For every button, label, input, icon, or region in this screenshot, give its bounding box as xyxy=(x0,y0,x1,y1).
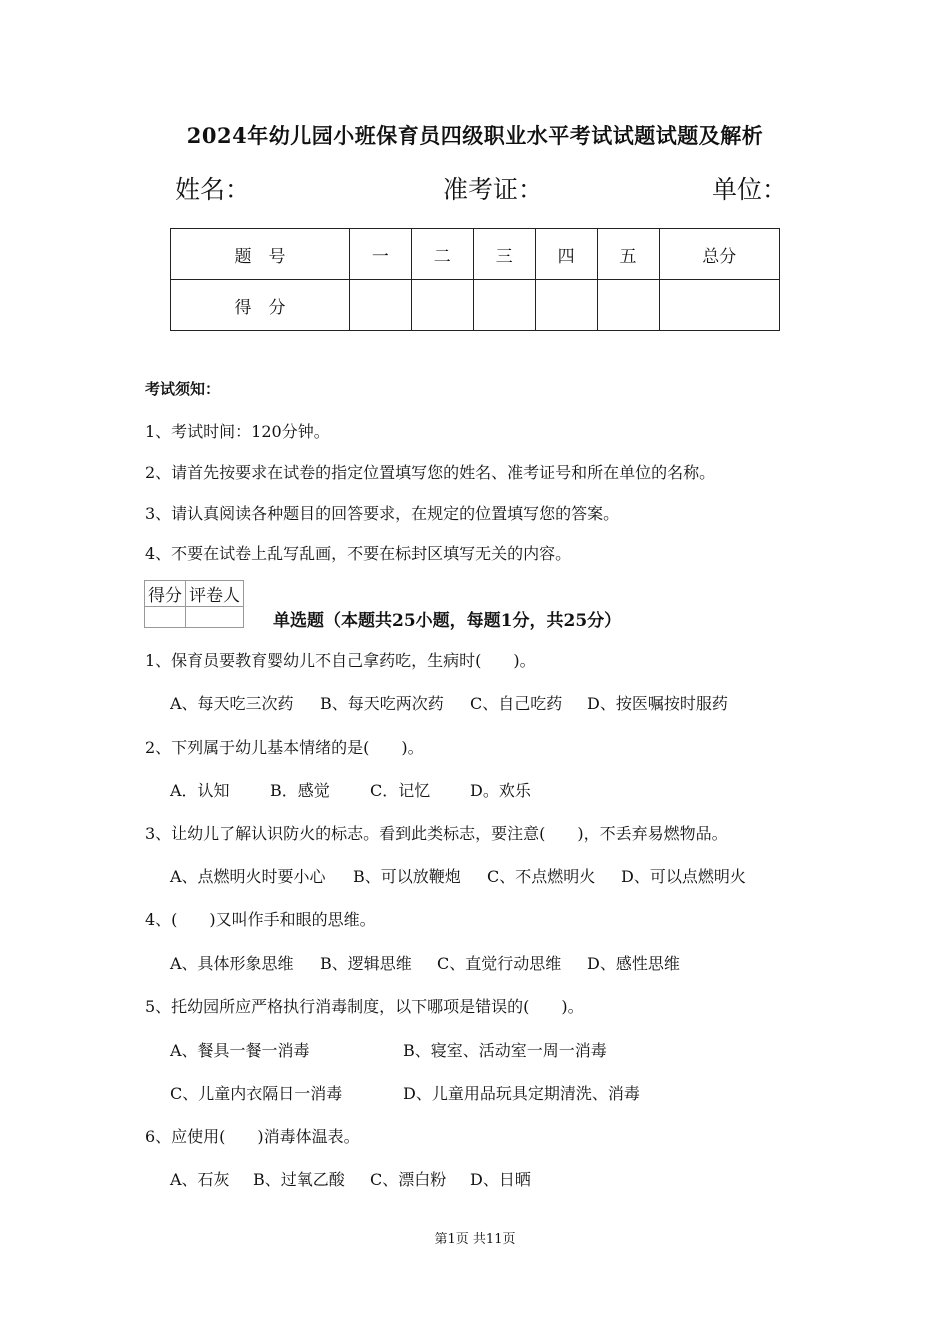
question-option[interactable]: B、每天吃两次药 xyxy=(320,694,444,713)
question-option[interactable]: A、餐具一餐一消毒 xyxy=(170,1041,310,1060)
question-stem: 2、下列属于幼儿基本情绪的是( )。 xyxy=(145,738,424,757)
question-option[interactable]: C、儿童内衣隔日一消毒 xyxy=(170,1084,343,1103)
score-table-header-row xyxy=(171,229,780,280)
score-table-cell: 五 xyxy=(597,229,659,280)
question-option[interactable]: B、可以放鞭炮 xyxy=(353,867,461,886)
question-option[interactable]: D、儿童用品玩具定期清洗、消毒 xyxy=(403,1084,640,1103)
question-option[interactable]: D、日晒 xyxy=(470,1170,531,1189)
score-input-cell[interactable] xyxy=(473,280,535,331)
question-stem: 6、应使用( )消毒体温表。 xyxy=(145,1127,360,1146)
notice-item: 2、请首先按要求在试卷的指定位置填写您的姓名、准考证号和所在单位的名称。 xyxy=(145,463,716,482)
page-footer: 第1页 共11页 xyxy=(434,1232,516,1247)
score-table-cell: 总分 xyxy=(659,229,779,280)
question-option[interactable]: A、点燃明火时要小心 xyxy=(170,867,326,886)
section-heading: 单选题（本题共25小题，每题1分，共25分） xyxy=(273,611,622,631)
question-stem: 1、保育员要教育婴幼儿不自己拿药吃，生病时( )。 xyxy=(145,651,536,670)
name-label: 姓名： xyxy=(175,175,251,204)
score-input-cell[interactable] xyxy=(659,280,779,331)
score-table xyxy=(170,228,780,331)
exam-id-label: 准考证： xyxy=(443,175,544,204)
question-option[interactable]: D、感性思维 xyxy=(587,954,680,973)
score-table-cell: 题 号 xyxy=(171,229,350,280)
notice-title: 考试须知： xyxy=(145,380,221,398)
question-option[interactable]: C、自己吃药 xyxy=(470,694,563,713)
score-input-cell[interactable] xyxy=(349,280,411,331)
question-option[interactable]: C、直觉行动思维 xyxy=(437,954,562,973)
grader-name-label: 评卷人 xyxy=(186,581,244,607)
grader-box xyxy=(144,580,244,628)
question-option[interactable]: A、石灰 xyxy=(170,1170,230,1189)
score-table-cell: 一 xyxy=(349,229,411,280)
grader-score-cell[interactable] xyxy=(145,607,186,628)
question-option[interactable]: C．记忆 xyxy=(370,781,431,800)
question-option[interactable]: D、可以点燃明火 xyxy=(621,867,746,886)
question-option[interactable]: D、按医嘱按时服药 xyxy=(587,694,728,713)
question-stem: 5、托幼园所应严格执行消毒制度，以下哪项是错误的( )。 xyxy=(145,997,584,1016)
grader-score-label: 得分 xyxy=(145,581,186,607)
score-table-cell: 二 xyxy=(411,229,473,280)
score-table-cell: 得 分 xyxy=(171,280,350,331)
score-table-cell: 三 xyxy=(473,229,535,280)
question-option[interactable]: B、寝室、活动室一周一消毒 xyxy=(403,1041,607,1060)
score-table-cell: 四 xyxy=(535,229,597,280)
score-input-cell[interactable] xyxy=(597,280,659,331)
question-option[interactable]: A、每天吃三次药 xyxy=(170,694,294,713)
unit-label: 单位： xyxy=(712,175,788,204)
score-table-score-row xyxy=(171,280,780,331)
question-stem: 3、让幼儿了解认识防火的标志。看到此类标志，要注意( )，不丢弃易燃物品。 xyxy=(145,824,728,843)
question-option[interactable]: C、漂白粉 xyxy=(370,1170,447,1189)
exam-title: 2024年幼儿园小班保育员四级职业水平考试试题试题及解析 xyxy=(186,123,764,148)
question-option[interactable]: A．认知 xyxy=(170,781,230,800)
notice-item: 3、请认真阅读各种题目的回答要求，在规定的位置填写您的答案。 xyxy=(145,504,620,523)
question-option[interactable]: C、不点燃明火 xyxy=(487,867,596,886)
question-option[interactable]: B、逻辑思维 xyxy=(320,954,412,973)
notice-item: 1、考试时间：120分钟。 xyxy=(145,422,330,441)
question-option[interactable]: A、具体形象思维 xyxy=(170,954,294,973)
question-option[interactable]: B、过氧乙酸 xyxy=(253,1170,345,1189)
grader-name-cell[interactable] xyxy=(186,607,244,628)
score-input-cell[interactable] xyxy=(411,280,473,331)
question-option[interactable]: B．感觉 xyxy=(270,781,330,800)
notice-item: 4、不要在试卷上乱写乱画，不要在标封区填写无关的内容。 xyxy=(145,544,572,563)
question-option[interactable]: D。欢乐 xyxy=(470,781,531,800)
score-input-cell[interactable] xyxy=(535,280,597,331)
question-stem: 4、( )又叫作手和眼的思维。 xyxy=(145,910,376,929)
